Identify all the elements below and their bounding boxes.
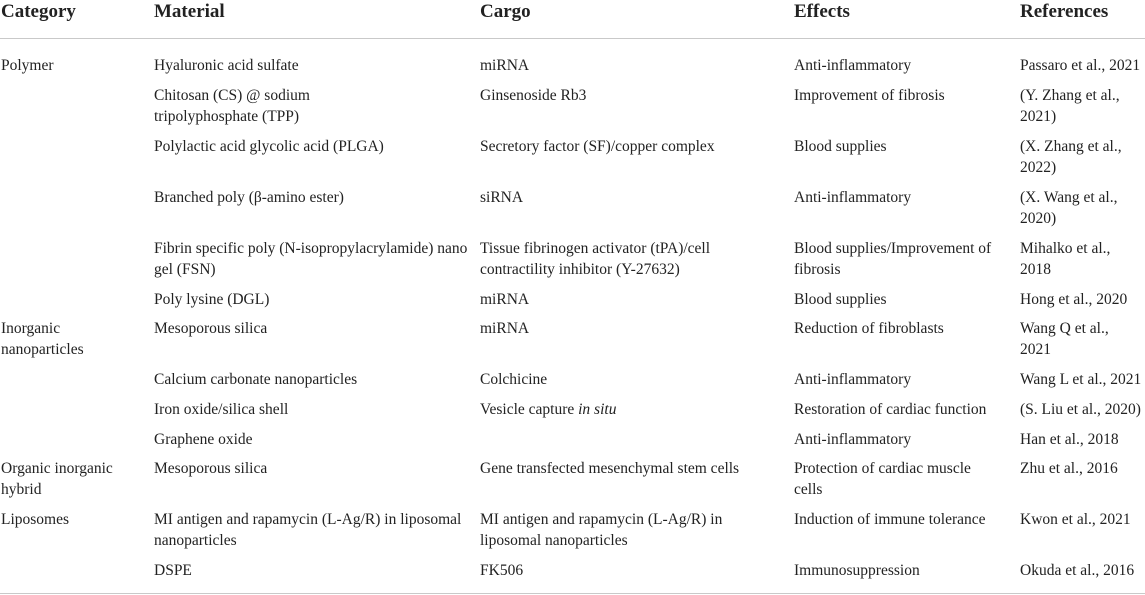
cell-category: Liposomes	[1, 511, 70, 528]
cell-material: Polylactic acid glycolic acid (PLGA)	[154, 138, 384, 155]
cell-cargo: Ginsenoside Rb3	[480, 87, 587, 104]
header-effects: Effects	[794, 1, 850, 22]
cell-effects: Protection of cardiac muscle cells	[794, 460, 971, 498]
cell-cargo-text: Vesicle capture	[480, 401, 579, 418]
cell-cargo: miRNA	[480, 320, 530, 337]
cell-effects: Anti-inflammatory	[794, 57, 912, 74]
table-header-row	[0, 0, 1145, 39]
cell-reference: Mihalko et al., 2018	[1020, 240, 1111, 278]
cell-effects: Blood supplies	[794, 138, 887, 155]
cell-material: Calcium carbonate nanoparticles	[154, 371, 358, 388]
cell-material: DSPE	[154, 562, 192, 579]
cell-cargo: Secretory factor (SF)/copper complex	[480, 138, 715, 155]
cell-effects: Immunosuppression	[794, 562, 920, 579]
cell-cargo: Colchicine	[480, 371, 548, 388]
table-bottom-rule	[0, 593, 1145, 594]
cell-effects: Reduction of fibroblasts	[794, 320, 944, 337]
cell-effects: Improvement of fibrosis	[794, 87, 945, 104]
cell-effects: Blood supplies/Improvement of fibrosis	[794, 240, 992, 278]
cell-material: Graphene oxide	[154, 431, 253, 448]
cell-material: Hyaluronic acid sulfate	[154, 57, 299, 74]
cell-cargo	[480, 399, 790, 420]
cell-cargo-italic: in situ	[578, 401, 617, 418]
header-category: Category	[1, 1, 76, 22]
cell-cargo: miRNA	[480, 57, 530, 74]
header-references: References	[1020, 1, 1109, 22]
cell-material: Mesoporous silica	[154, 320, 268, 337]
cell-category: Polymer	[1, 57, 54, 74]
cell-category: Organic inorganic hybrid	[1, 460, 113, 498]
cell-category: Inorganic nanoparticles	[1, 320, 84, 358]
cell-material: Branched poly (β-amino ester)	[154, 189, 344, 206]
cell-reference: Kwon et al., 2021	[1020, 511, 1131, 528]
cell-cargo: FK506	[480, 562, 524, 579]
cell-reference: (S. Liu et al., 2020)	[1020, 401, 1141, 418]
cell-cargo: siRNA	[480, 189, 524, 206]
cell-cargo: Tissue fibrinogen activator (tPA)/cell contractility inhibitor (Y-27632)	[480, 240, 711, 278]
cell-reference: (X. Zhang et al., 2022)	[1020, 138, 1122, 176]
cell-reference: (X. Wang et al., 2020)	[1020, 189, 1118, 227]
cell-reference: Wang L et al., 2021	[1020, 371, 1142, 388]
cell-material: Mesoporous silica	[154, 460, 268, 477]
header-material: Material	[154, 1, 225, 22]
cell-material: MI antigen and rapamycin (L-Ag/R) in liposomal nanoparticles	[154, 511, 462, 549]
cell-material: Fibrin specific poly (N-isopropylacrylamide) nano gel (FSN)	[154, 240, 468, 278]
cell-reference: Hong et al., 2020	[1020, 291, 1128, 308]
cell-cargo: Gene transfected mesenchymal stem cells	[480, 460, 740, 477]
cell-effects: Anti-inflammatory	[794, 431, 912, 448]
cell-reference: Han et al., 2018	[1020, 431, 1119, 448]
cell-cargo: miRNA	[480, 291, 530, 308]
cell-reference: Zhu et al., 2016	[1020, 460, 1118, 477]
cell-reference: Passaro et al., 2021	[1020, 57, 1141, 74]
cell-effects: Anti-inflammatory	[794, 371, 912, 388]
cell-material: Poly lysine (DGL)	[154, 291, 270, 308]
cell-effects: Induction of immune tolerance	[794, 511, 986, 528]
cell-cargo: MI antigen and rapamycin (L-Ag/R) in liposomal nanoparticles	[480, 511, 723, 549]
cell-reference: Okuda et al., 2016	[1020, 562, 1135, 579]
cell-effects: Restoration of cardiac function	[794, 401, 987, 418]
header-cargo: Cargo	[480, 1, 531, 22]
cell-effects: Blood supplies	[794, 291, 887, 308]
cell-material: Iron oxide/silica shell	[154, 401, 289, 418]
cell-reference: (Y. Zhang et al., 2021)	[1020, 87, 1120, 125]
cell-reference: Wang Q et al., 2021	[1020, 320, 1109, 358]
cell-effects: Anti-inflammatory	[794, 189, 912, 206]
cell-material: Chitosan (CS) @ sodium tripolyphosphate (TPP)	[154, 87, 310, 125]
